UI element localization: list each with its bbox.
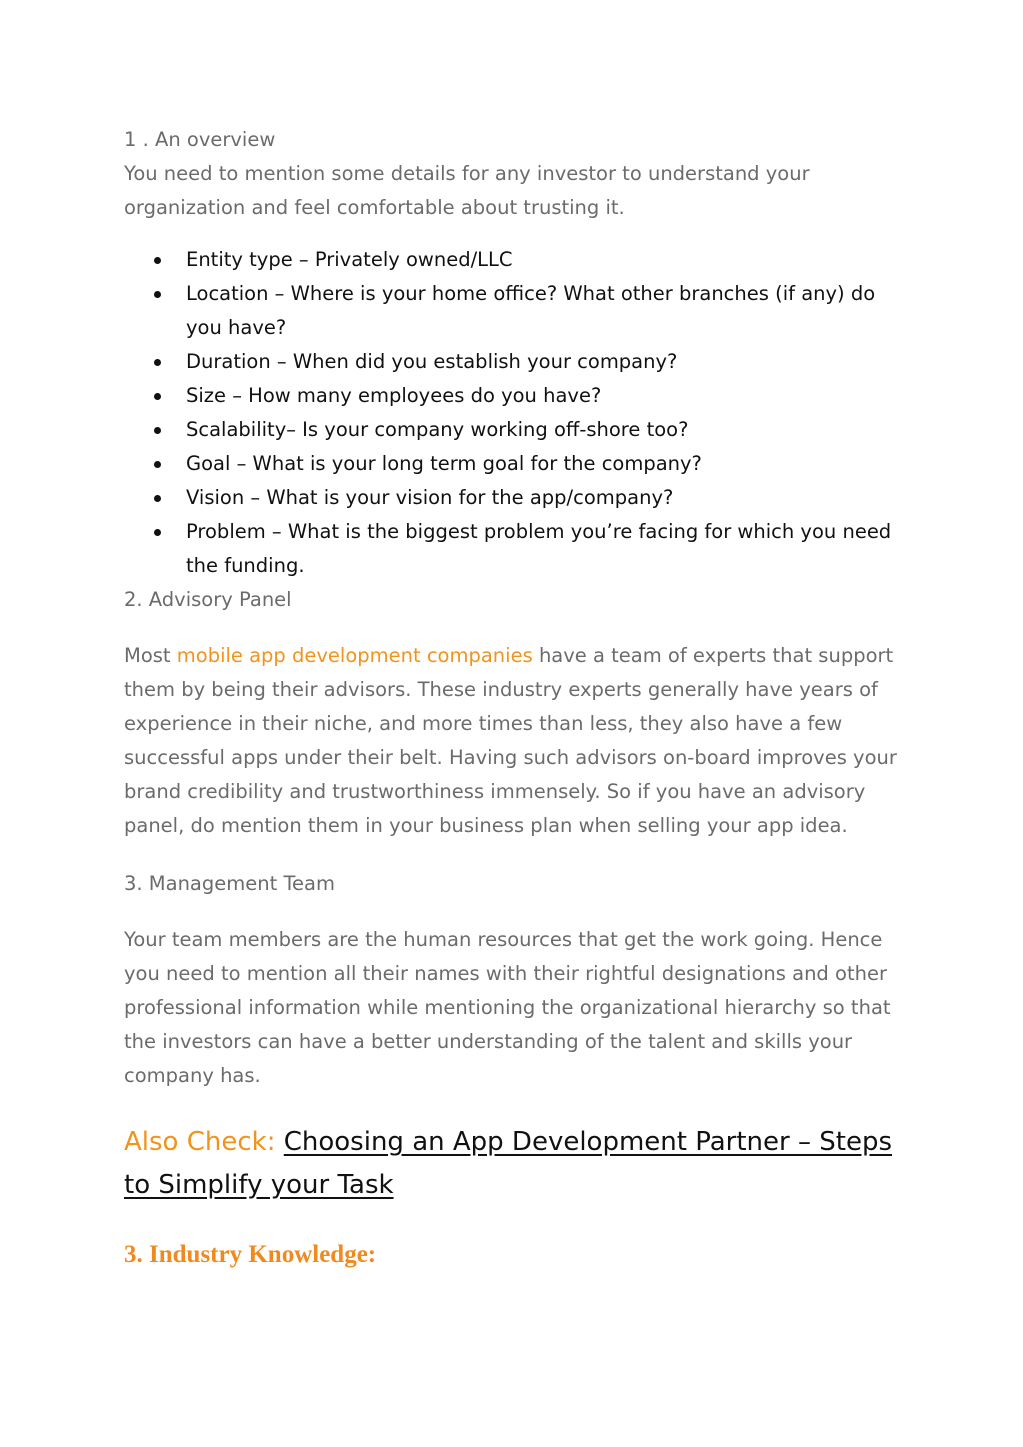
list-item-text: Goal – What is your long term goal for the company?	[186, 452, 702, 475]
list-item	[186, 447, 904, 481]
list-item-text: Size – How many employees do you have?	[186, 384, 602, 407]
bullet-icon	[154, 257, 161, 264]
also-check-line	[124, 1121, 904, 1207]
bullet-icon	[154, 495, 161, 502]
overview-label: 1 . An overview	[124, 128, 276, 151]
bullet-icon	[154, 291, 161, 298]
app-partner-article-link[interactable]: Choosing an App Development Partner – Steps to Simplify your Task	[124, 1127, 892, 1200]
list-item	[186, 243, 904, 277]
bullet-icon	[154, 461, 161, 468]
overview-intro: You need to mention some details for any investor to understand your organization and feel comfortable about trusting it.	[124, 162, 810, 219]
management-paragraph: Your team members are the human resources that get the work going. Hence you need to mention all their names with their rightful designations and other professional information while mentioning the organizational hierarchy so that the investors can have a better understanding of the talent and skills your company has.	[124, 928, 891, 1087]
list-item	[186, 379, 904, 413]
list-item-text: Entity type – Privately owned/LLC	[186, 248, 513, 271]
advisory-panel-label: 2. Advisory Panel	[124, 588, 292, 611]
mobile-app-companies-link[interactable]: mobile app development companies	[176, 644, 533, 667]
list-item	[186, 515, 904, 583]
list-item	[186, 413, 904, 447]
document-page	[124, 125, 904, 1271]
list-item	[186, 277, 904, 345]
list-item-text: Scalability– Is your company working off-shore too?	[186, 418, 689, 441]
list-item	[186, 345, 904, 379]
overview-details-list	[124, 243, 904, 583]
industry-knowledge-heading: 3. Industry Knowledge:	[124, 1241, 377, 1268]
also-check-lead: Also Check:	[124, 1127, 276, 1157]
advisory-paragraph	[124, 639, 904, 843]
bullet-icon	[154, 393, 161, 400]
advisory-para-start: Most	[124, 644, 177, 667]
advisory-para-rest: have a team of experts that support them by being their advisors. These industry experts generally have years of experience in their niche, and more times than less, they also have a few successful apps under their belt. Having such advisors on-board improves your brand credibility and trustworthiness immensely. So if you have an advisory panel, do mention them in your business plan when selling your app idea.	[124, 644, 897, 837]
list-item-text: Duration – When did you establish your company?	[186, 350, 678, 373]
list-item-text: Problem – What is the biggest problem you’re facing for which you need the funding.	[186, 520, 892, 577]
list-item-text: Vision – What is your vision for the app/company?	[186, 486, 674, 509]
list-item	[186, 481, 904, 515]
list-item-text: Location – Where is your home office? What other branches (if any) do you have?	[186, 282, 876, 339]
bullet-icon	[154, 529, 161, 536]
bullet-icon	[154, 359, 161, 366]
bullet-icon	[154, 427, 161, 434]
management-team-label: 3. Management Team	[124, 872, 335, 895]
